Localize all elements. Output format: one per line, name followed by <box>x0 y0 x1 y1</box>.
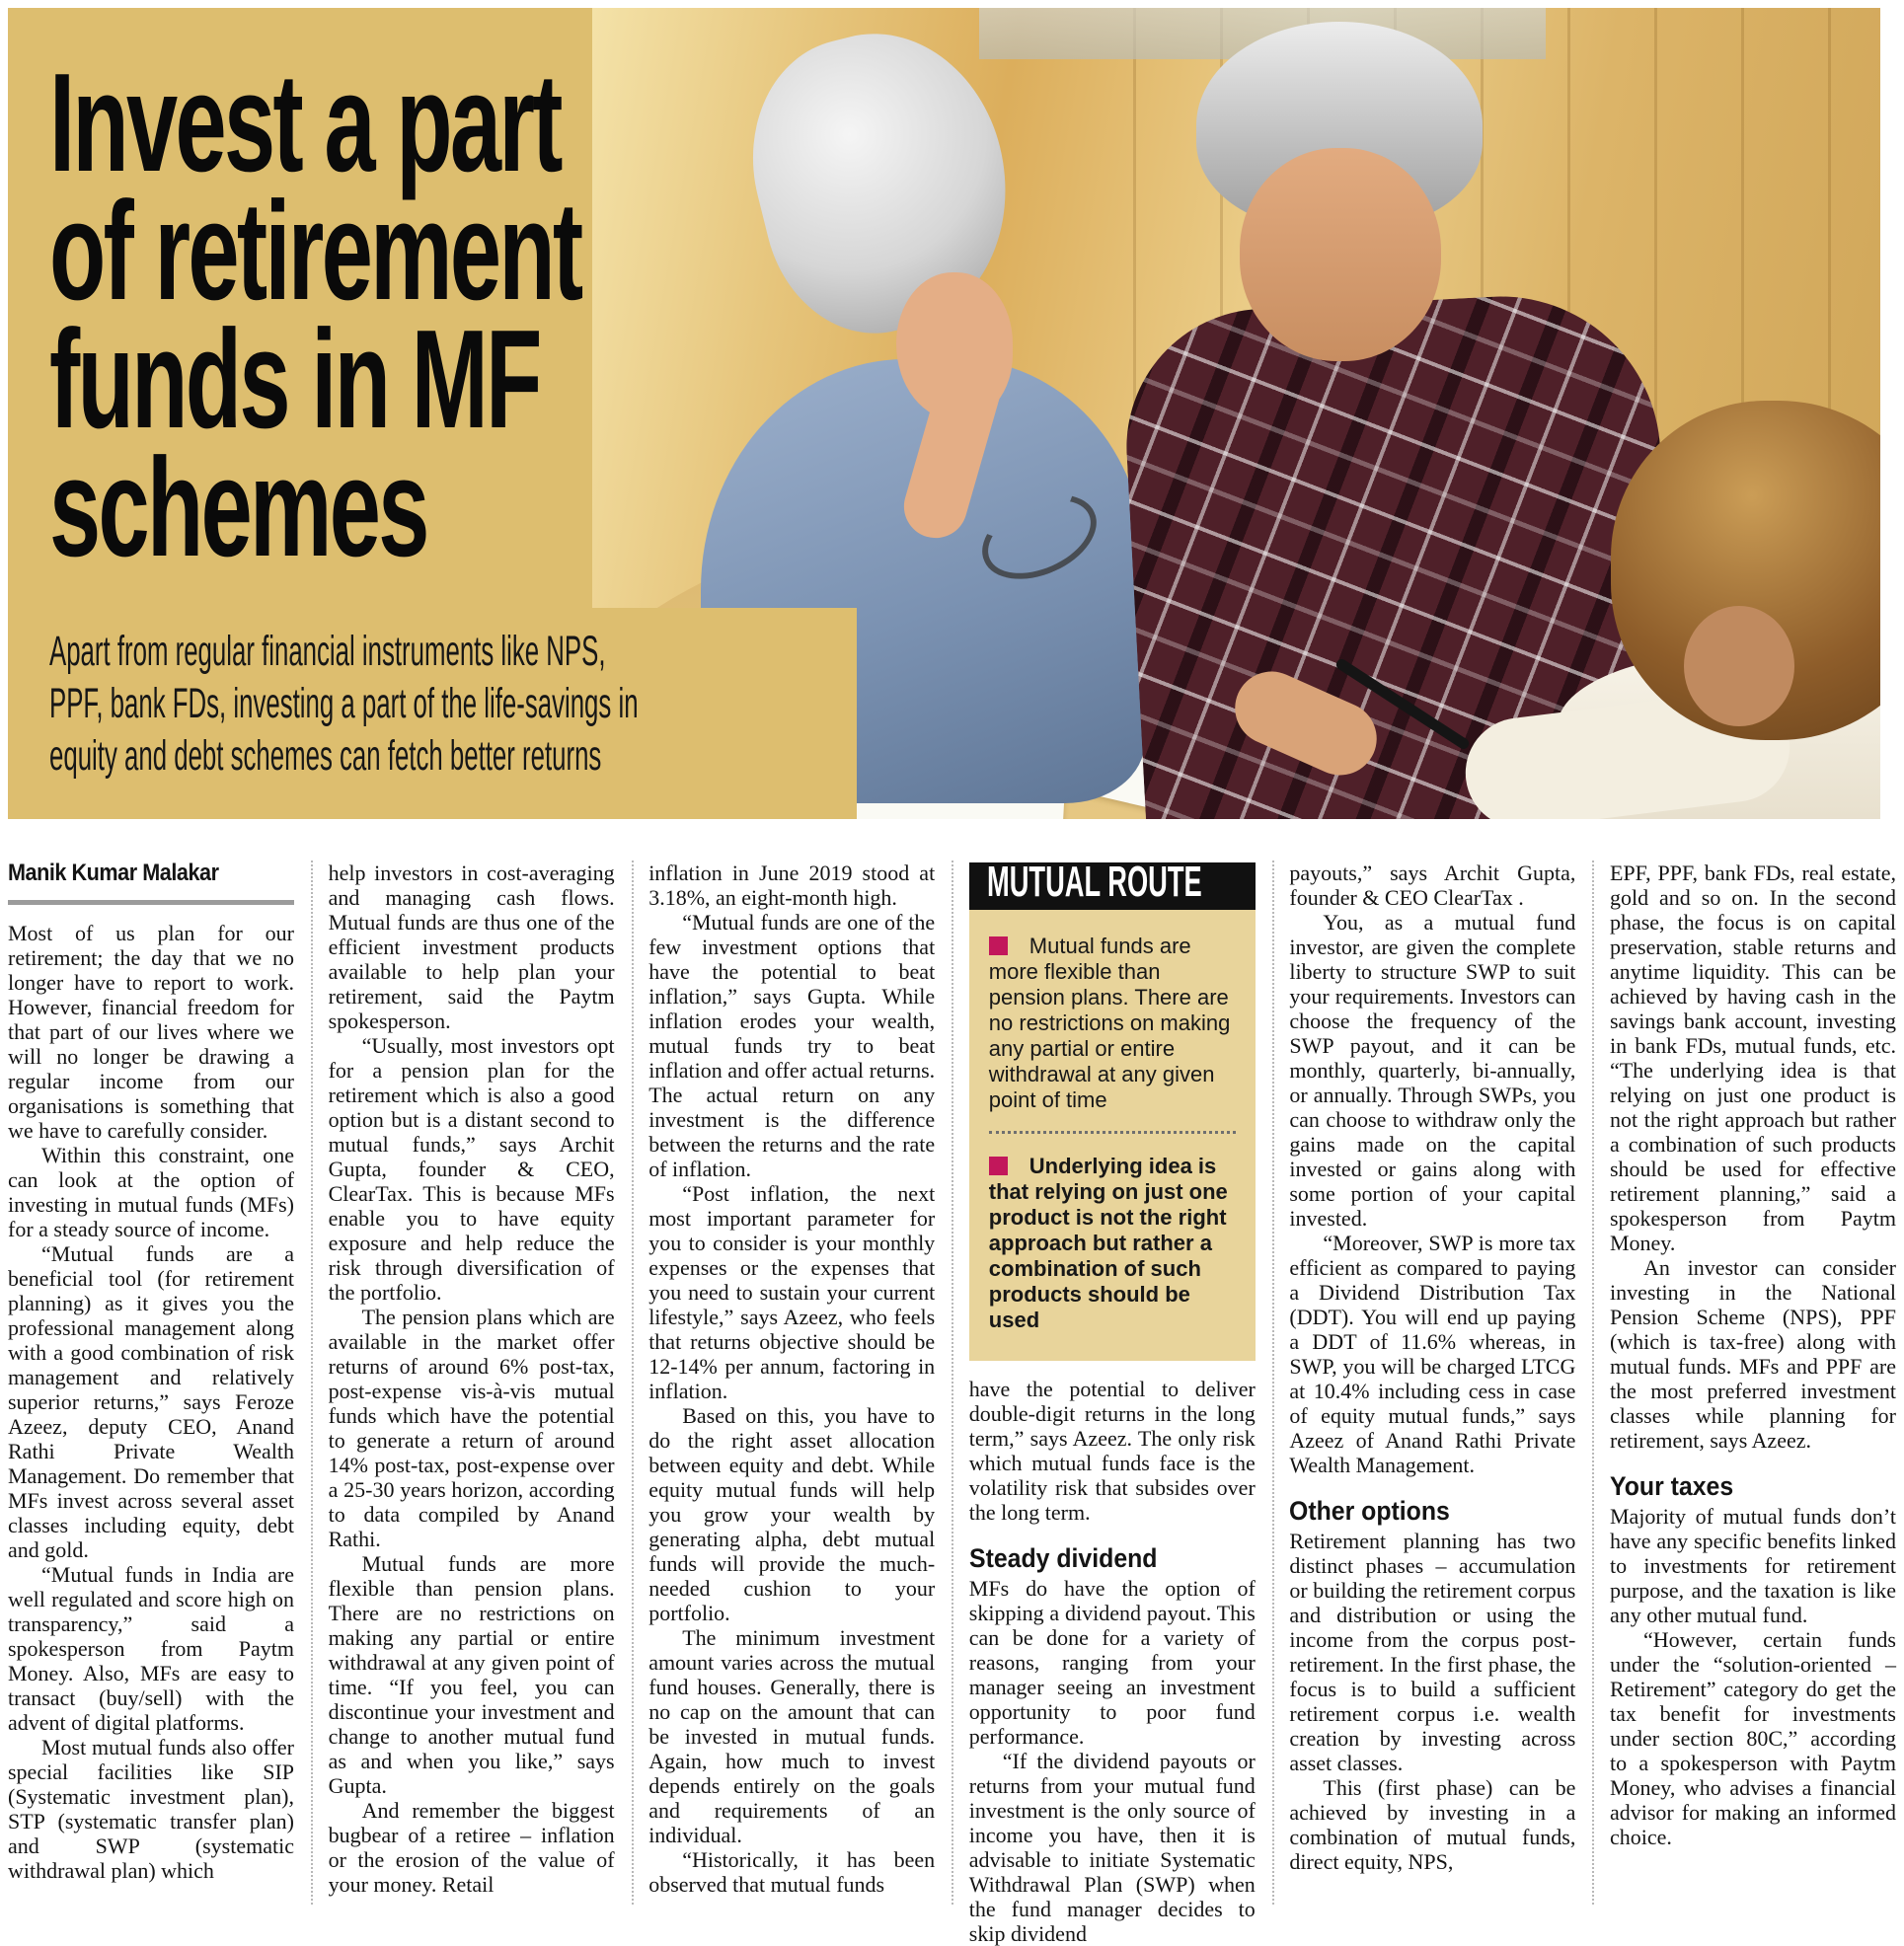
deck-line: equity and debt schemes can fetch better returns <box>49 732 602 780</box>
subhead-steady-dividend <box>968 1543 1256 1573</box>
paragraph: help investors in cost-averaging and managing cash flows. Mutual funds are thus one of the efficient investment products available to help plan your retirement, said the Paytm spokesperson. <box>328 861 615 1033</box>
headline-line: Invest a part <box>49 44 561 201</box>
mutual-route-header <box>969 858 1256 910</box>
subhead-text: Your taxes <box>1609 1471 1734 1501</box>
paragraph: EPF, PPF, bank FDs, real estate, gold and so on. In the second phase, the focus is on capital preservation, stable returns and anytime liquidity. This can be achieved by having cash in the savings bank account, investing in bank FDs, mutual funds, etc. “The underlying idea is that relying on just one product is not the right approach but rather a combination of such products should be used for effective retirement planning,” said a spokesperson from Paytm Money. <box>1609 861 1896 1255</box>
article-column-1 <box>8 861 294 1905</box>
paragraph: “Usually, most investors opt for a pension plan for the retirement which is also a good option but is a distant second to mutual funds,” says Archit Gupta, founder & CEO, ClearTax. This is because MFs enable you to have equity exposure and help reduce the risk through diversification of the portfolio. <box>328 1033 615 1305</box>
paragraph: “Moreover, SWP is more tax efficient as compared to paying a Dividend Distribution Tax (DDT). You will end up paying a DDT of 11.6% whereas, in SWP, you will be charged LTCG at 10.4% including cess in case of equity mutual funds,” says Azeez of Anand Rathi Private Wealth Management. <box>1289 1231 1576 1477</box>
subhead-other-options <box>1289 1496 1575 1526</box>
article-column-3 <box>648 861 935 1905</box>
paragraph: “Post inflation, the next most important parameter for you to consider is your monthly expenses or the expenses that you need to sustain your current lifestyle,” says Azeez, who feels that returns objective should be 12-14% per annum, factoring in inflation. <box>648 1181 936 1403</box>
mutual-route-body <box>969 910 1256 1361</box>
paragraph: “Mutual funds are a beneficial tool (for retirement planning) as it gives you the professional management along with a good combination of risk management and relatively superior returns,” says Feroze Azeez, deputy CEO, Anand Rathi Private Wealth Management. Do remember that MFs invest across several asset classes including equity, debt and gold. <box>8 1241 294 1562</box>
column-rule <box>952 861 953 1905</box>
article-column-6 <box>1610 861 1896 1905</box>
paragraph: “If the dividend payouts or returns from your mutual fund investment is the only source of income you have, then it is advisable to initiate Systematic Withdrawal Plan (SWP) when the fund manager decides to skip dividend <box>968 1749 1256 1946</box>
bullet-square-icon <box>989 1157 1008 1175</box>
deck-line: PPF, bank FDs, investing a part of the life-savings in <box>49 680 639 727</box>
paragraph: An investor can consider investing in the National Pension Scheme (NPS), PPF (which is tax-free) along with mutual funds. MFs and PPF are the most preferred investment classes while planning for retirement, says Azeez. <box>1609 1255 1896 1453</box>
paragraph: Within this constraint, one can look at the option of investing in mutual funds (MFs) for a steady source of income. <box>8 1143 294 1241</box>
subhead-text: Other options <box>1289 1496 1451 1526</box>
paragraph: Retirement planning has two distinct phases – accumulation or building the retirement corpus and distribution or using the income from the corpus post-retirement. In the first phase, the focus is to build a sufficient retirement corpus i.e. wealth creation by investing across asset classes. <box>1289 1529 1576 1775</box>
box-bullet-item <box>989 1154 1236 1333</box>
person-center-face <box>1240 148 1441 361</box>
deck-strip <box>8 608 857 819</box>
paragraph: And remember the biggest bugbear of a retiree – inflation or the erosion of the value of your money. Retail <box>328 1798 615 1897</box>
paragraph: Based on this, you have to do the right asset allocation between equity and debt. While equity mutual funds will help you grow your wealth by generating alpha, debt mutual funds will provide the much-needed cushion to your portfolio. <box>648 1403 936 1625</box>
column-rule <box>632 861 634 1905</box>
paragraph: have the potential to deliver double-digit returns in the long term,” says Azeez. The only risk which mutual funds face is the volatility risk that subsides over the long term. <box>968 1377 1256 1525</box>
paragraph: inflation in June 2019 stood at 3.18%, an eight-month high. <box>648 861 936 910</box>
paragraph: payouts,” says Archit Gupta, founder & CEO ClearTax . <box>1289 861 1576 910</box>
paragraph: The pension plans which are available in the market offer returns of around 6% post-tax, post-expense vis-à-vis mutual funds which have the potential to generate a return of around 14% post-tax, post-expense over a 25-30 years horizon, according to data compiled by Anand Rathi. <box>328 1305 615 1551</box>
subhead-your-taxes <box>1609 1471 1896 1501</box>
byline-text: Manik Kumar Malakar <box>8 860 219 886</box>
paragraph: Most mutual funds also offer special facilities like SIP (Systematic investment plan), STP (systematic transfer plan) and SWP (systematic withdrawal plan) which <box>8 1735 294 1883</box>
paragraph: “Mutual funds in India are well regulated and score high on transparency,” said a spokesperson from Paytm Money. Also, MFs are easy to transact (buy/sell) with the advent of digital platforms. <box>8 1562 294 1735</box>
paragraph: You, as a mutual fund investor, are given the complete liberty to structure SWP to suit your requirements. Investors can choose the frequency of the SWP payout, and it can be monthly, quarterly, bi-annually, or annually. Through SWPs, you can choose to withdraw only the gains made on the capital invested or gains along with some portion of your capital invested. <box>1289 910 1576 1231</box>
byline <box>8 861 294 890</box>
header-block <box>8 8 1880 819</box>
subhead-text: Steady dividend <box>968 1543 1158 1573</box>
box-bullet-item <box>989 934 1236 1113</box>
paragraph: “Historically, it has been observed that mutual funds <box>648 1847 936 1897</box>
article-column-5 <box>1289 861 1575 1905</box>
paragraph: “However, certain funds under the “solution-oriented – Retirement” category do get the tax benefit for investments under section 80C,” according to a spokesperson with Paytm Money, who advises a financial advisor for making an informed choice. <box>1609 1627 1896 1849</box>
paragraph: Majority of mutual funds don’t have any specific benefits linked to investments for retirement purpose, and the taxation is like any other mutual fund. <box>1609 1504 1896 1627</box>
paragraph: Mutual funds are more flexible than pension plans. There are no restrictions on making any partial or entire withdrawal at any given point of time. “If you feel, you can discontinue your investment and change to another mutual fund as and when you like,” says Gupta. <box>328 1551 615 1798</box>
column-rule <box>311 861 313 1905</box>
article-column-2 <box>329 861 615 1905</box>
page-title <box>49 44 581 586</box>
person-right-face <box>1684 606 1794 726</box>
paragraph: MFs do have the option of skipping a dividend payout. This can be done for a variety of reasons, ranging from your manager seeing an investment opportunity to poor fund performance. <box>968 1576 1256 1749</box>
headline-line: of retirement <box>49 173 581 330</box>
mutual-route-box <box>969 858 1256 1361</box>
headline-line: schemes <box>49 429 427 586</box>
article-column-4 <box>968 858 1256 1946</box>
byline-rule <box>8 900 294 905</box>
deck-line: Apart from regular financial instruments like NPS, <box>49 628 606 675</box>
deck-text <box>49 626 639 783</box>
headline-line: funds in MF <box>49 301 540 458</box>
paragraph: “Mutual funds are one of the few investment options that have the potential to beat inflation,” says Gupta. While inflation erodes your wealth, mutual funds try to beat inflation and offer actual returns. The actual return on any investment is the difference between the returns and the rate of inflation. <box>648 910 936 1181</box>
box-bullet-text: Mutual funds are more flexible than pension plans. There are no restrictions on making any partial or entire withdrawal at any given point of time <box>988 934 1231 1112</box>
dotted-separator <box>989 1131 1236 1134</box>
column-rule <box>1592 861 1594 1905</box>
column-rule <box>1272 861 1274 1905</box>
paragraph: The minimum investment amount varies across the mutual fund houses. Generally, there is no cap on the amount that can be invested in mutual funds. Again, how much to invest depends entirely on the goals and requirements of an individual. <box>648 1625 936 1847</box>
box-bullet-text: Underlying idea is that relying on just one product is not the right approach but rather a combination of such products should be used <box>988 1154 1228 1332</box>
bullet-square-icon <box>989 936 1008 955</box>
paragraph: This (first phase) can be achieved by investing in a combination of mutual funds, direct equity, NPS, <box>1289 1775 1576 1874</box>
paragraph: Most of us plan for our retirement; the day that we no longer have to report to work. However, financial freedom for that part of our lives where we will no longer be drawing a regular income from our organisations is something that we have to carefully consider. <box>8 921 294 1143</box>
mutual-route-title: MUTUAL ROUTE <box>986 858 1202 906</box>
